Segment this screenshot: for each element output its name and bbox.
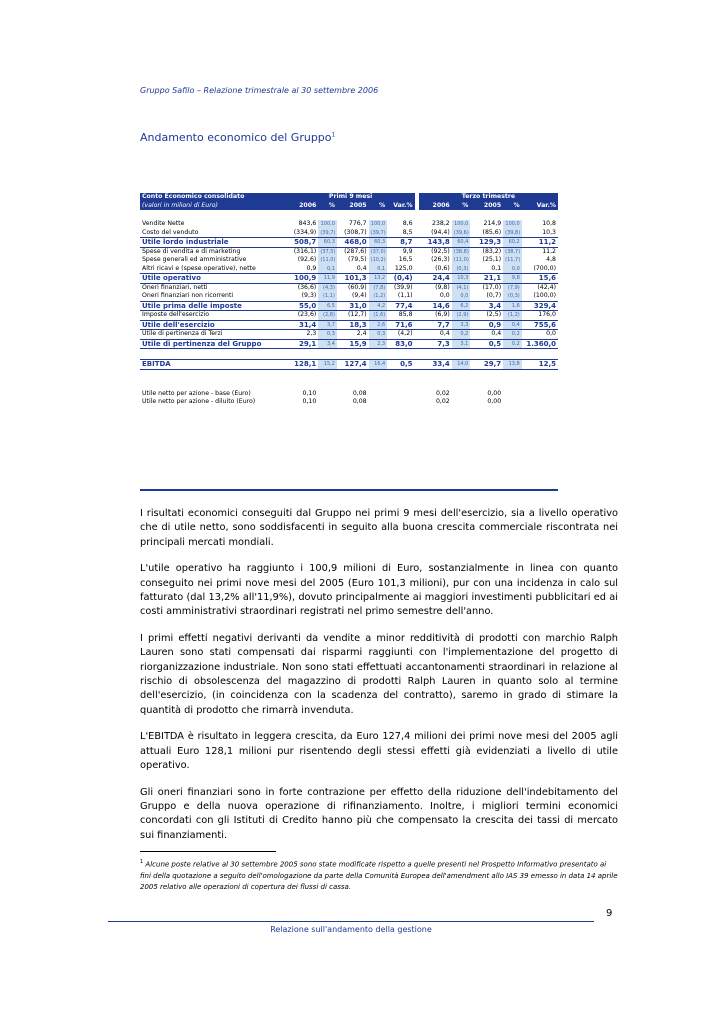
value-cell: (92,5): [431, 247, 450, 255]
value-cell: 11,2: [542, 247, 556, 255]
percent-cell: 0,3: [369, 330, 388, 340]
value-cell: 15,9: [337, 339, 369, 349]
table-row: [140, 292, 558, 301]
percent-cell: (11,7): [505, 257, 521, 263]
percent-cell: 0,3: [318, 330, 337, 340]
value-cell: 129,3: [470, 238, 503, 248]
table-row: [140, 320, 558, 330]
value-cell: 0,10: [302, 389, 317, 397]
percent-cell: 0,0: [503, 265, 522, 274]
financial-table: [140, 193, 558, 407]
table-row: [140, 220, 558, 229]
paragraph: I risultati economici conseguiti dal Gruppo nei primi 9 mesi dell'esercizio, sia a livello operativo che di utile netto, sono soddisfacenti in seguito alla buona crescita commerciale riscontrata nei principali mercati mondiali.: [140, 508, 618, 548]
value-cell: 4,8: [546, 256, 556, 263]
percent-cell: (4,3): [318, 283, 337, 292]
paragraph: Gli oneri finanziari sono in forte contrazione per effetto della riduzione dell'indebitamento del Gruppo e della nuova operazione di rifinanziamento. Inoltre, i migliori termini economici concordati con gli Istituti di Credito hanno più che compensato la crescita dei tassi di mercato sui finanziamenti.: [140, 786, 618, 841]
percent-cell: 2,6: [369, 320, 388, 330]
percent-cell: 2,3: [369, 339, 388, 349]
percent-cell: 100,0: [452, 220, 471, 229]
body-text: [140, 507, 618, 855]
percent-cell: 0,2: [503, 330, 522, 340]
value-cell: [387, 390, 414, 399]
row-label: Oneri finanziari, netti: [142, 283, 208, 291]
value-cell: 214,9: [483, 220, 502, 227]
value-cell: 0,0: [522, 330, 558, 340]
value-cell: 755,6: [522, 320, 558, 330]
percent-cell: (2,8): [318, 311, 337, 321]
value-cell: (39,9): [393, 283, 413, 291]
percent-cell: (0,3): [503, 292, 522, 301]
value-cell: 31,4: [287, 320, 319, 330]
percent-cell: 60,3: [369, 238, 388, 248]
column-header: %: [369, 202, 388, 211]
percent-cell: 100,0: [369, 220, 388, 229]
percent-cell: (1,2): [369, 292, 388, 301]
value-cell: 0,08: [352, 398, 367, 405]
value-cell: 0,10: [302, 398, 317, 405]
row-label: Costo del venduto: [140, 229, 287, 238]
table-row: [140, 283, 558, 292]
value-cell: 776,7: [348, 220, 367, 227]
spacer-cell: [140, 349, 558, 360]
spacer-row: [140, 349, 558, 360]
value-cell: (0,4): [387, 274, 414, 284]
eps-row: [140, 398, 558, 407]
value-cell: [522, 390, 558, 399]
spacer-row: [140, 210, 558, 220]
table-subtitle: (valori in milioni di Euro): [140, 202, 287, 211]
value-cell: 29,7: [470, 360, 503, 370]
row-label: Utile prima delle imposte: [140, 301, 287, 311]
value-cell: (287,6): [344, 247, 367, 255]
value-cell: (83,2): [482, 247, 502, 255]
percent-cell: (11,0): [453, 257, 469, 263]
value-cell: (17,0): [482, 283, 502, 291]
percent-cell: 60,2: [503, 238, 522, 248]
percent-cell: 0,2: [452, 330, 471, 340]
column-header: 2005: [470, 202, 503, 211]
percent-cell: (37,0): [370, 248, 386, 255]
table-row: [140, 301, 558, 311]
value-cell: 12,5: [522, 360, 558, 370]
percent-cell: 0,4: [503, 320, 522, 330]
value-cell: (2,5): [470, 311, 503, 321]
value-cell: (42,4): [537, 283, 556, 291]
column-header: 2006: [419, 202, 452, 211]
column-header: Var.%: [387, 202, 414, 211]
percent-cell: (7,8): [369, 283, 388, 292]
row-label: Spese generali ed amministrative: [142, 256, 247, 263]
value-cell: 238,2: [432, 220, 450, 227]
value-cell: (12,7): [337, 311, 369, 321]
percent-cell: (38,8): [453, 248, 469, 255]
table-title: Conto Economico consolidato: [140, 193, 287, 202]
value-cell: 31,0: [337, 301, 369, 311]
table-row: [140, 238, 558, 248]
percent-cell: 60,4: [452, 238, 471, 248]
percent-cell: 6,5: [318, 301, 337, 311]
value-cell: 24,4: [419, 274, 452, 284]
percent-cell: 15,2: [318, 360, 337, 370]
percent-cell: 0,1: [369, 265, 388, 274]
section-title: [140, 131, 335, 144]
value-cell: 11,2: [522, 238, 558, 248]
value-cell: 10,3: [522, 229, 558, 238]
percent-cell: (4,1): [452, 283, 471, 292]
value-cell: (316,1): [293, 247, 317, 255]
value-cell: (26,3): [431, 256, 450, 263]
spacer-cell: [140, 210, 558, 220]
paragraph: L'utile operativo ha raggiunto i 100,9 milioni di Euro, sostanzialmente in linea con quanto conseguito nei primi nove mesi del 2005 (Euro 101,3 milioni), pur con una incidenza in calo sul fatturato (dal 13,2% all'11,9%), dovuto principalmente ai maggiori investimenti pubblicitari ed ai costi amministrativi straordinari registrati nel primo semestre dell'anno.: [140, 563, 618, 618]
value-cell: (0,6): [419, 265, 452, 274]
value-cell: 0,1: [470, 265, 503, 274]
value-cell: 0,00: [487, 398, 502, 405]
value-cell: (36,6): [297, 283, 317, 291]
percent-cell: (1,1): [318, 292, 337, 301]
value-cell: 0,5: [470, 339, 503, 349]
value-cell: (1,1): [387, 292, 414, 301]
group-header: Primi 9 mesi: [287, 193, 415, 202]
value-cell: 0,5: [387, 360, 414, 370]
percent-cell: (39,7): [370, 229, 386, 236]
value-cell: 468,0: [337, 238, 369, 248]
percent-cell: 10,3: [452, 274, 471, 284]
percent-cell: 3,7: [318, 320, 337, 330]
table-row: [140, 247, 558, 256]
value-cell: 0,02: [435, 389, 450, 397]
value-cell: [318, 390, 337, 399]
percent-cell: 1,6: [503, 301, 522, 311]
value-cell: [452, 398, 471, 407]
percent-cell: (7,9): [503, 283, 522, 292]
value-cell: [369, 398, 388, 407]
table-row: [140, 360, 558, 370]
table-header-row: [140, 202, 558, 211]
percent-cell: (39,8): [505, 229, 521, 236]
value-cell: [522, 398, 558, 407]
value-cell: (0,7): [470, 292, 503, 301]
footnote-ref: 1: [331, 131, 336, 139]
spacer-cell: [140, 369, 558, 380]
table-header-row: [140, 193, 558, 202]
value-cell: 100,9: [287, 274, 319, 284]
value-cell: 14,6: [419, 301, 452, 311]
value-cell: (25,1): [482, 256, 502, 263]
running-header: Gruppo Safilo – Relazione trimestrale al 30 settembre 2006: [140, 86, 379, 95]
value-cell: 83,0: [387, 339, 414, 349]
table-row: [140, 330, 558, 340]
value-cell: [503, 398, 522, 407]
value-cell: 9,9: [402, 247, 413, 255]
value-cell: [318, 398, 337, 407]
value-cell: (92,6): [297, 256, 317, 263]
value-cell: (308,7): [337, 229, 369, 238]
percent-cell: 100,0: [503, 220, 522, 229]
table-row: [140, 339, 558, 349]
value-cell: 2,3: [287, 330, 319, 340]
paragraph: L'EBITDA è risultato in leggera crescita, da Euro 127,4 milioni dei primi nove mesi del 2005 agli attuali Euro 128,1 milioni pur risentendo degli stessi effetti già evidenziati a livello di utile operativo.: [140, 731, 618, 772]
percent-cell: (39,7): [320, 229, 336, 236]
value-cell: (4,2): [387, 330, 414, 340]
value-cell: 0,9: [287, 265, 319, 274]
value-cell: 2,4: [337, 330, 369, 340]
row-label: Utile di pertinenza di Terzi: [140, 330, 287, 340]
percent-cell: 6,2: [452, 301, 471, 311]
percent-cell: 3,3: [452, 320, 471, 330]
column-header: %: [452, 202, 471, 211]
value-cell: 29,1: [287, 339, 319, 349]
row-label: Imposte dell'esercizio: [140, 311, 287, 321]
value-cell: 329,4: [522, 301, 558, 311]
value-cell: 15,6: [522, 274, 558, 284]
footnote-number: 1: [140, 859, 144, 865]
value-cell: 85,8: [387, 311, 414, 321]
value-cell: 101,3: [337, 274, 369, 284]
value-cell: 0,9: [470, 320, 503, 330]
value-cell: [369, 390, 388, 399]
value-cell: (100,0): [522, 292, 558, 301]
value-cell: 3,4: [470, 301, 503, 311]
spacer-row: [140, 369, 558, 380]
value-cell: 1.360,0: [522, 339, 558, 349]
value-cell: (9,8): [435, 283, 450, 291]
value-cell: 71,6: [387, 320, 414, 330]
value-cell: 8,6: [402, 220, 413, 227]
value-cell: (9,3): [287, 292, 319, 301]
column-header: 2006: [287, 202, 319, 211]
row-label: Oneri finanziari non ricorrenti: [140, 292, 287, 301]
percent-cell: 4,2: [369, 301, 388, 311]
column-header: %: [503, 202, 522, 211]
row-label: EBITDA: [140, 360, 287, 370]
value-cell: 77,4: [387, 301, 414, 311]
footer-rule: [108, 921, 594, 922]
row-label: Utile netto per azione - base (Euro): [142, 389, 251, 397]
page-number: 9: [606, 908, 613, 919]
eps-row: [140, 390, 558, 399]
percent-cell: (1,2): [503, 311, 522, 321]
value-cell: 7,3: [419, 339, 452, 349]
value-cell: 0,0: [419, 292, 452, 301]
percent-cell: 0,2: [503, 339, 522, 349]
value-cell: 127,4: [337, 360, 369, 370]
value-cell: (334,9): [287, 229, 319, 238]
value-cell: 8,7: [387, 238, 414, 248]
value-cell: 0,4: [470, 330, 503, 340]
row-label: Spese di vendita e di marketing: [142, 247, 241, 255]
section-title-text: Andamento economico del Gruppo: [140, 131, 332, 144]
column-header: %: [318, 202, 337, 211]
value-cell: 10,8: [542, 220, 556, 227]
value-cell: (9,4): [337, 292, 369, 301]
value-cell: 16,5: [398, 256, 413, 263]
value-cell: 18,3: [337, 320, 369, 330]
value-cell: 125,0: [387, 265, 414, 274]
footnote-text: Alcune poste relative al 30 settembre 2005 sono state modificate rispetto a quelle presenti nel Prospetto Informativo presentato ai fini della quotazione a seguito dell'omologazione da parte della Comunità Europea dell'amendment allo IAS 39 emesso in data 14 aprile 2005 relativo alle operazioni di copertura dei flussi di cassa.: [140, 860, 618, 892]
footer-title: Relazione sull'andamento della gestione: [270, 925, 432, 934]
column-header: Var.%: [522, 202, 558, 211]
group-header: Terzo trimestre: [419, 193, 558, 202]
table-row: [140, 274, 558, 284]
value-cell: 0,4: [419, 330, 452, 340]
value-cell: 0,00: [487, 389, 502, 397]
percent-cell: 3,4: [318, 339, 337, 349]
value-cell: (23,6): [287, 311, 319, 321]
percent-cell: 100,0: [318, 220, 337, 229]
value-cell: (85,6): [470, 229, 503, 238]
value-cell: (94,4): [419, 229, 452, 238]
percent-cell: 0,1: [318, 265, 337, 274]
percent-cell: 9,8: [503, 274, 522, 284]
spacer-row: [140, 380, 558, 390]
value-cell: 33,4: [419, 360, 452, 370]
value-cell: 143,8: [419, 238, 452, 248]
value-cell: (60,9): [348, 283, 367, 291]
value-cell: 0,4: [337, 265, 369, 274]
table-row: [140, 229, 558, 238]
percent-cell: 0,0: [452, 292, 471, 301]
percent-cell: (10,2): [370, 257, 386, 263]
value-cell: 21,1: [470, 274, 503, 284]
value-cell: [503, 390, 522, 399]
footnote-rule: [140, 851, 276, 852]
value-cell: (79,5): [348, 256, 367, 263]
percent-cell: (0,3): [452, 265, 471, 274]
table-row: [140, 256, 558, 265]
row-label: Utile netto per azione - diluito (Euro): [142, 398, 256, 405]
table-row: [140, 311, 558, 321]
percent-cell: 13,8: [503, 360, 522, 370]
row-label: Utile di pertinenza del Gruppo: [140, 339, 287, 349]
table-row: [140, 265, 558, 274]
value-cell: 7,7: [419, 320, 452, 330]
value-cell: 128,1: [287, 360, 319, 370]
value-cell: (700,0): [522, 265, 558, 274]
table-bottom-rule: [140, 489, 558, 491]
value-cell: 55,0: [287, 301, 319, 311]
percent-cell: 14,0: [452, 360, 471, 370]
percent-cell: 13,2: [369, 274, 388, 284]
row-label: Altri ricavi e (spese operative), nette: [140, 265, 287, 274]
column-header: 2005: [337, 202, 369, 211]
value-cell: (6,9): [419, 311, 452, 321]
percent-cell: (11,0): [320, 257, 336, 263]
percent-cell: (1,6): [369, 311, 388, 321]
value-cell: 0,08: [352, 389, 367, 397]
row-label: Utile operativo: [140, 274, 287, 284]
percent-cell: (37,5): [320, 248, 336, 255]
value-cell: [387, 398, 414, 407]
value-cell: 8,5: [387, 229, 414, 238]
value-cell: [452, 390, 471, 399]
value-cell: 0,02: [435, 398, 450, 405]
income-statement-table: [140, 193, 558, 407]
value-cell: 843,6: [298, 220, 317, 227]
percent-cell: (39,6): [453, 229, 469, 236]
percent-cell: 11,9: [318, 274, 337, 284]
footnote: [140, 857, 618, 894]
percent-cell: 16,4: [369, 360, 388, 370]
percent-cell: 60,3: [318, 238, 337, 248]
percent-cell: (2,9): [452, 311, 471, 321]
row-label: Utile lordo industriale: [140, 238, 287, 248]
paragraph: I primi effetti negativi derivanti da vendite a minor redditività di prodotti con marchio Ralph Lauren sono stati compensati dai risparmi raggiunti con l'implementazione del progetto di riorganizzazione industriale. Non sono stati effettuati accantonamenti straordinari in relazione al rischio di obsolescenza del magazzino di prodotti Ralph Lauren in quanto solo al termine dell'esercizio, (in coincidenza con la scadenza del contratto), saremo in grado di stimare la quantità di prodotto che rimarrà invenduta.: [140, 632, 618, 716]
spacer-cell: [140, 380, 558, 390]
row-label: Vendite Nette: [142, 220, 185, 227]
percent-cell: 3,1: [452, 339, 471, 349]
row-label: Utile dell'esercizio: [140, 320, 287, 330]
value-cell: 176,0: [522, 311, 558, 321]
value-cell: 508,7: [287, 238, 319, 248]
percent-cell: (38,7): [505, 248, 521, 255]
